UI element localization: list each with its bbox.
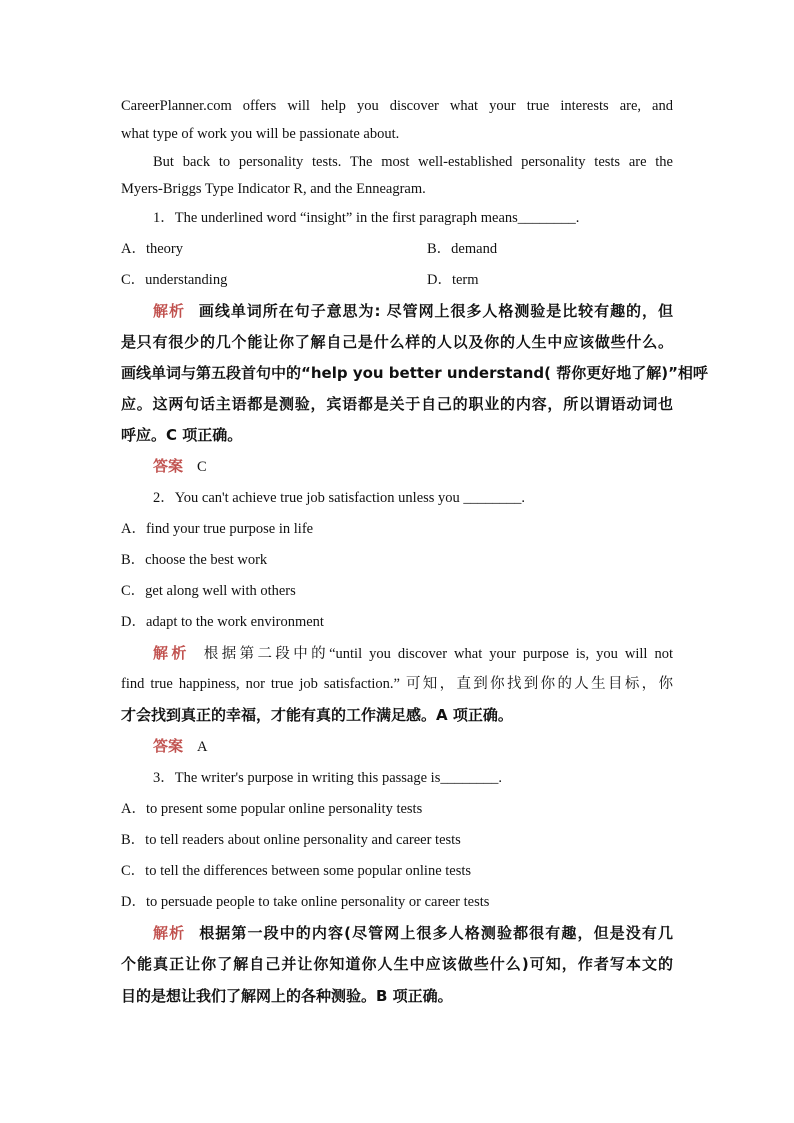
question-3-option-a: A．to present some popular online personality tests <box>121 801 423 817</box>
question-2-analysis-line1: 解析 根据第二段中的“until you discover what your purpose is, you will not <box>153 644 673 662</box>
passage-p2-line1: But back to personality tests. The most well-established personality tests are the <box>153 154 673 170</box>
question-2-option-b: B．choose the best work <box>121 552 268 568</box>
question-1-answer-value: C <box>197 459 207 475</box>
question-1-analysis-line3: 画线单词与第五段首句中的“help you better understand( 帮你更好地了解)”相呼 <box>121 364 708 382</box>
question-1-answer-label: 答案 <box>153 457 184 475</box>
question-1-option-c: C．understanding <box>121 272 228 288</box>
question-3-option-b: B．to tell readers about online personality and career tests <box>121 832 461 848</box>
question-3-option-c: C．to tell the differences between some popular online tests <box>121 863 472 879</box>
question-1-analysis-label: 解析 <box>153 302 185 320</box>
question-3-option-d: D．to persuade people to take online personality or career tests <box>121 894 490 910</box>
question-2-stem: 2．You can't achieve true job satisfaction unless you ________. <box>153 490 526 506</box>
question-2-analysis-line3: 才会找到真正的幸福，才能有真的工作满足感。A 项正确。 <box>121 706 513 724</box>
question-2-option-c: C．get along well with others <box>121 583 296 599</box>
question-1-analysis-line4: 应。这两句话主语都是测验，宾语都是关于自己的职业的内容，所以谓语动词也 <box>121 395 673 413</box>
question-3-analysis-label: 解析 <box>153 924 186 942</box>
question-1-options-row2 <box>121 270 673 290</box>
passage-p1-line1: CareerPlanner.com offers will help you discover what your true interests are, and <box>121 98 673 114</box>
question-3-analysis-line3: 目的是想让我们了解网上的各种测验。B 项正确。 <box>121 987 453 1005</box>
question-2-analysis-label: 解析 <box>153 644 190 662</box>
question-1-stem: 1．The underlined word “insight” in the first paragraph means________. <box>153 210 580 226</box>
question-2-answer-value: A <box>197 739 208 755</box>
question-1-option-a: A．theory <box>121 241 184 257</box>
question-2-answer-label: 答案 <box>153 737 184 755</box>
question-1-option-b: B．demand <box>427 241 498 257</box>
question-2-analysis-line2: find true happiness, nor true job satisfaction.” 可知，直到你找到你的人生目标，你 <box>121 676 673 692</box>
question-3-stem: 3．The writer's purpose in writing this passage is________. <box>153 770 502 786</box>
question-1-analysis-line5: 呼应。C 项正确。 <box>121 426 243 444</box>
question-1-analysis-line1: 解析 画线单词所在句子意思为: 尽管网上很多人格测验是比较有趣的，但 <box>153 302 673 320</box>
question-2-answer <box>153 736 673 757</box>
question-1-analysis-line2: 是只有很少的几个能让你了解自己是什么样的人以及你的人生中应该做些什么。 <box>121 333 673 351</box>
question-2-option-d: D．adapt to the work environment <box>121 614 324 630</box>
question-3-analysis-line2: 个能真正让你了解自己并让你知道你人生中应该做些什么)可知，作者写本文的 <box>121 955 673 973</box>
question-3-analysis-line1: 解析 根据第一段中的内容(尽管网上很多人格测验都很有趣，但是没有几 <box>153 924 673 942</box>
passage-p2-line2: Myers-Briggs Type Indicator R, and the Enneagram. <box>121 181 426 197</box>
passage-p1-line2: what type of work you will be passionate about. <box>121 126 400 142</box>
question-1-answer <box>153 456 673 477</box>
question-1-option-d: D．term <box>427 272 479 288</box>
question-2-option-a: A．find your true purpose in life <box>121 521 314 537</box>
question-1-options-row1 <box>121 239 673 259</box>
